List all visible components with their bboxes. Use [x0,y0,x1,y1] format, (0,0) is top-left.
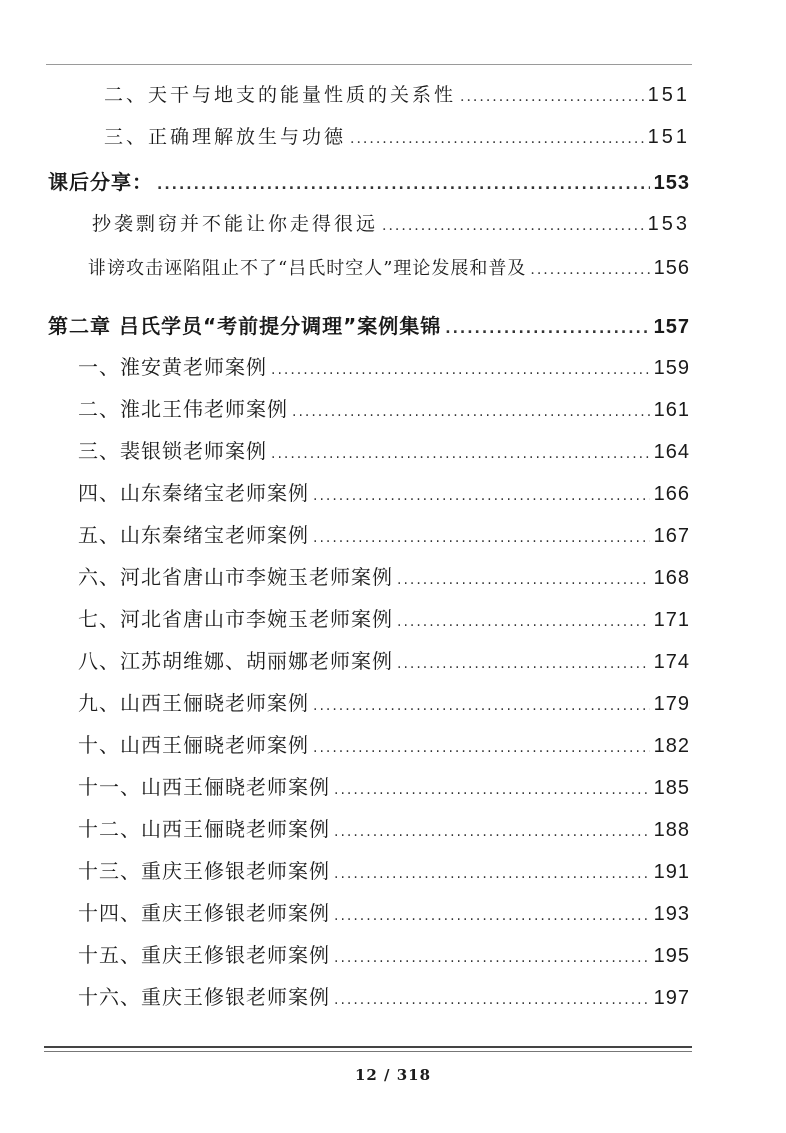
toc-entry-title: 十一、山西王俪晓老师案例 [78,775,330,799]
toc-entry-title: 十、山西王俪晓老师案例 [78,733,309,757]
top-divider [46,64,692,65]
dot-leader [271,353,650,387]
toc-entry-page: 179 [653,693,690,715]
toc-entry-title: 三、正确理解放生与功德 [104,126,347,148]
toc-entry-title: 第二章 吕氏学员“考前提分调理”案例集锦 [48,314,442,338]
toc-entry-page: 153 [647,213,690,235]
toc-entry-page: 193 [653,903,690,925]
dot-leader [334,899,650,933]
toc-entry-page: 159 [653,357,690,379]
toc-entry-page: 185 [653,777,690,799]
toc-entry[interactable] [78,812,690,846]
dot-leader [334,815,650,849]
toc-entry-title: 十三、重庆王修银老师案例 [78,859,330,883]
toc-entry[interactable] [78,518,690,552]
dot-leader [313,731,650,765]
toc-entry[interactable] [78,392,690,426]
footer-divider-thin [44,1051,692,1052]
toc-entry-title: 十五、重庆王修银老师案例 [78,943,330,967]
toc-entry-page: 168 [653,567,690,589]
dot-leader [460,80,644,114]
dot-leader [350,122,644,156]
toc-entry-page: 188 [653,819,690,841]
toc-entry-title: 八、江苏胡维娜、胡丽娜老师案例 [78,649,393,673]
toc-section-heading[interactable] [48,165,690,199]
toc-entry-page: 151 [647,84,690,106]
toc-entry-page: 161 [653,399,690,421]
toc-entry-page: 191 [653,861,690,883]
dot-leader [313,689,650,723]
toc-entry-page: 156 [653,257,690,279]
toc-entry[interactable] [78,728,690,762]
toc-entry[interactable] [104,78,690,112]
toc-entry[interactable] [78,770,690,804]
toc-entry-page: 197 [653,987,690,1009]
toc-entry-title: 诽谤攻击诬陷阻止不了“吕氏时空人”理论发展和普及 [88,258,527,279]
dot-leader [334,773,650,807]
toc-entry-title: 二、淮北王伟老师案例 [78,397,288,421]
toc-entry[interactable] [78,560,690,594]
toc-entry-title: 三、裴银锁老师案例 [78,439,267,463]
toc-entry-page: 153 [653,172,690,194]
toc-entry-title: 九、山西王俪晓老师案例 [78,691,309,715]
toc-entry-page: 151 [647,126,690,148]
toc-entry[interactable] [78,938,690,972]
toc-entry-title: 课后分享： [48,170,153,194]
dot-leader [397,563,650,597]
toc-entry[interactable] [78,644,690,678]
toc-entry[interactable] [78,350,690,384]
toc-entry[interactable] [78,980,690,1014]
toc-entry-title: 十二、山西王俪晓老师案例 [78,817,330,841]
dot-leader [334,941,650,975]
toc-entry[interactable] [78,896,690,930]
toc-entry-title: 二、天干与地支的能量性质的关系性 [104,84,457,106]
toc-chapter-heading[interactable] [48,309,690,343]
dot-leader [313,479,650,513]
dot-leader [530,253,649,287]
page-indicator: 12 / 318 [354,1066,432,1084]
toc-entry-page: 166 [653,483,690,505]
toc-entry[interactable] [78,434,690,468]
toc-entry-title: 五、山东秦绪宝老师案例 [78,523,309,547]
dot-leader [271,437,650,471]
dot-leader [157,168,650,202]
dot-leader [397,647,650,681]
toc-entry[interactable] [88,251,690,285]
toc-entry-title: 一、淮安黄老师案例 [78,355,267,379]
toc-entry-title: 十六、重庆王修银老师案例 [78,985,330,1009]
dot-leader [397,605,650,639]
toc-entry-page: 167 [653,525,690,547]
toc-entry-title: 四、山东秦绪宝老师案例 [78,481,309,505]
toc-entry-title: 七、河北省唐山市李婉玉老师案例 [78,607,393,631]
toc-entry-page: 174 [653,651,690,673]
toc-entry-page: 195 [653,945,690,967]
dot-leader [292,395,650,429]
toc-entry-page: 157 [653,316,690,338]
toc-entry[interactable] [78,854,690,888]
toc-entry-title: 十四、重庆王修银老师案例 [78,901,330,925]
toc-entry[interactable] [92,207,690,241]
toc-entry-page: 171 [653,609,690,631]
dot-leader [334,857,650,891]
toc-entry-page: 182 [653,735,690,757]
footer-divider [44,1046,692,1048]
toc-entry-page: 164 [653,441,690,463]
toc-entry-title: 六、河北省唐山市李婉玉老师案例 [78,565,393,589]
toc-entry[interactable] [104,120,690,154]
toc-entry-title: 抄袭剽窃并不能让你走得很远 [92,213,379,235]
dot-leader [445,312,649,346]
dot-leader [382,209,644,243]
toc-entry[interactable] [78,476,690,510]
toc-entry[interactable] [78,686,690,720]
dot-leader [334,983,650,1017]
toc-entry[interactable] [78,602,690,636]
dot-leader [313,521,650,555]
